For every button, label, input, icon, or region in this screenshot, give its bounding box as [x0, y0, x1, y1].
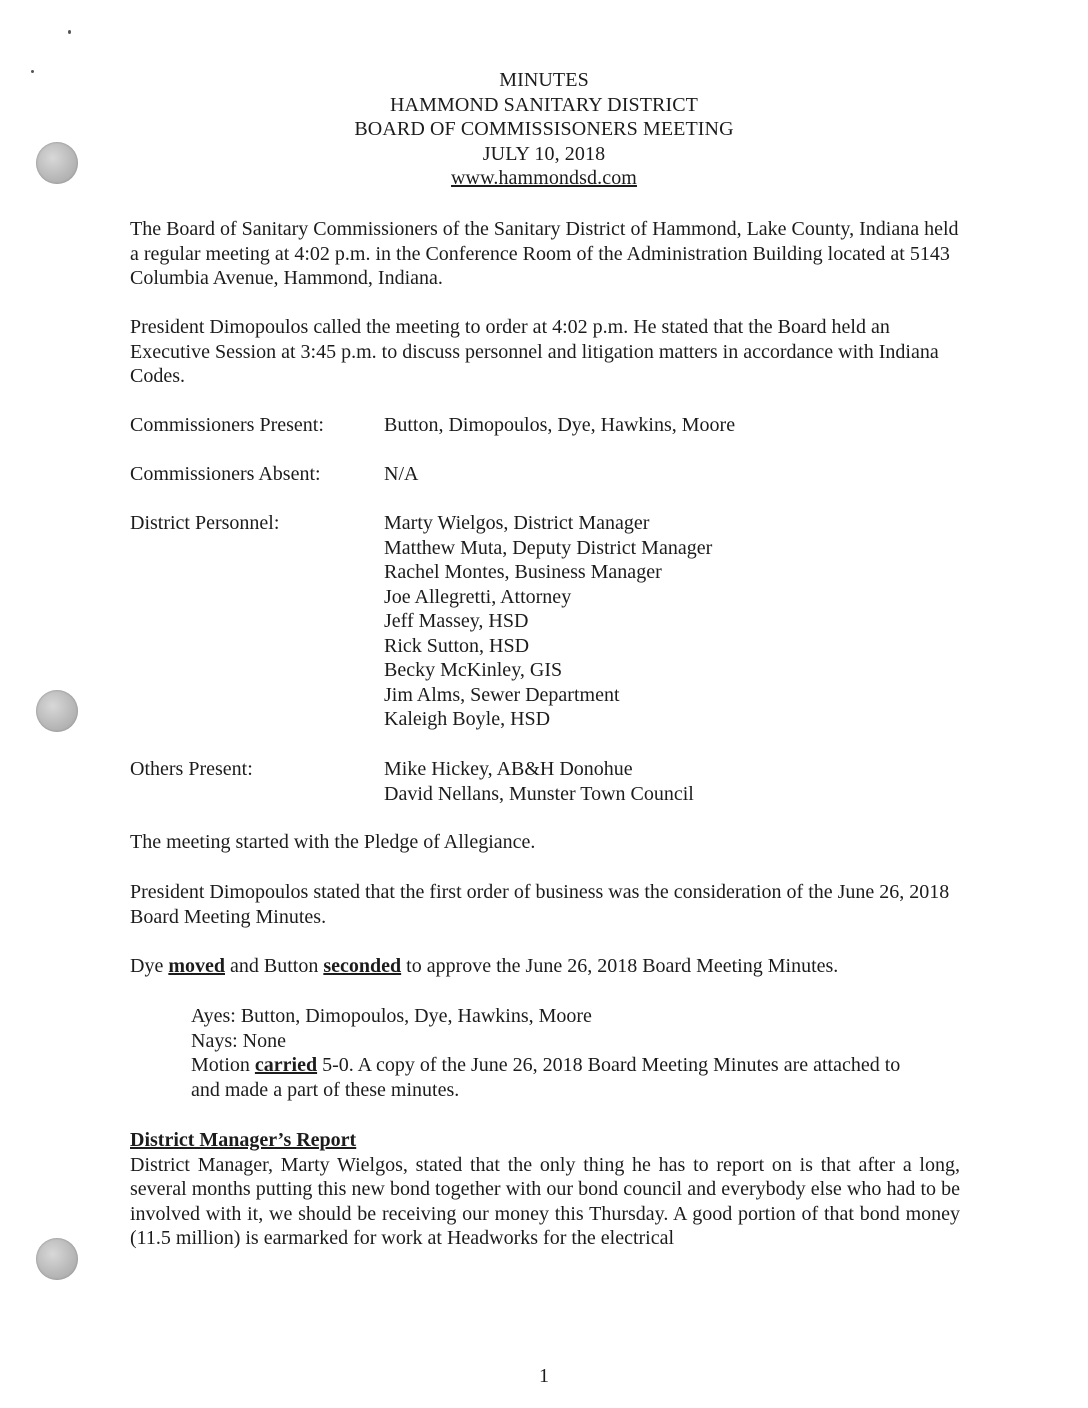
others-present-list [384, 757, 694, 806]
others-present-label: Others Present: [130, 758, 253, 780]
motion-text: to approve the June 26, 2018 Board Meeting Minutes. [406, 955, 839, 977]
header-title: MINUTES [499, 69, 589, 91]
punch-hole-middle [36, 690, 78, 732]
header-date: JULY 10, 2018 [482, 142, 606, 165]
list-item: Jeff Massey, HSD [384, 610, 529, 632]
seconded-word: seconded [323, 955, 402, 977]
list-item: Matthew Muta, Deputy District Manager [384, 536, 713, 559]
carried-word: carried [254, 1054, 318, 1076]
motion-seconder: and Button [230, 955, 319, 977]
list-item: Kaleigh Boyle, HSD [384, 708, 551, 730]
header-meeting: BOARD OF COMMISSISONERS MEETING [354, 118, 734, 140]
commissioners-absent-value: N/A [384, 463, 419, 485]
intro-paragraph: The Board of Sanitary Commissioners of the Sanitary District of Hammond, Lake County, Indiana held a regular meeting at 4:02 p.m. in the Conference Room of the Administration Building located at 5143 Columbia Avenue, Hammond, Indiana. [130, 218, 959, 289]
motion-paragraph [130, 954, 960, 979]
list-item: Jim Alms, Sewer Department [384, 683, 620, 706]
vote-ayes: Ayes: Button, Dimopoulos, Dye, Hawkins, Moore [191, 1005, 592, 1027]
document-header [0, 68, 1088, 191]
list-item: Becky McKinley, GIS [384, 659, 563, 681]
first-order-paragraph: President Dimopoulos stated that the first order of business was the consideration of the June 26, 2018 Board Meeting Minutes. [130, 881, 950, 928]
header-website-link[interactable]: www.hammondsd.com [451, 167, 637, 189]
district-manager-report [130, 1128, 960, 1251]
list-item: Mike Hickey, AB&H Donohue [384, 758, 633, 780]
commissioners-present-label: Commissioners Present: [130, 414, 324, 436]
report-section-title: District Manager’s Report [130, 1129, 357, 1151]
vote-result [191, 1053, 961, 1078]
motion-mover: Dye [130, 955, 164, 977]
report-body: District Manager, Marty Wielgos, stated that the only thing he has to report on is that after a long, several months putting this new bond together with our bond council and everybody else who had to be involved with it, we should be receiving our money this Thursday. A good portion of that bond money (11.5 million) is earmarked for work at Headworks for the electrical [130, 1153, 960, 1249]
vote-result-continued: and made a part of these minutes. [191, 1078, 460, 1101]
moved-word: moved [168, 955, 225, 977]
pledge-paragraph: The meeting started with the Pledge of Allegiance. [130, 831, 536, 853]
district-personnel-list [384, 511, 712, 732]
list-item: Joe Allegretti, Attorney [384, 585, 572, 608]
district-personnel-label: District Personnel: [130, 512, 280, 534]
page-number: 1 [539, 1365, 549, 1387]
vote-nays: Nays: None [191, 1029, 286, 1052]
motion-word: Motion [191, 1054, 250, 1076]
vote-result-text: 5-0. A copy of the June 26, 2018 Board Meeting Minutes are attached to [322, 1054, 901, 1076]
list-item: Marty Wielgos, District Manager [384, 512, 650, 534]
commissioners-absent-label: Commissioners Absent: [130, 463, 321, 485]
commissioners-present-value: Button, Dimopoulos, Dye, Hawkins, Moore [384, 414, 736, 436]
scan-speck [68, 30, 71, 34]
list-item: Rick Sutton, HSD [384, 634, 530, 657]
list-item: Rachel Montes, Business Manager [384, 561, 662, 583]
punch-hole-bottom [36, 1238, 78, 1280]
call-to-order-paragraph: President Dimopoulos called the meeting to order at 4:02 p.m. He stated that the Board held an Executive Session at 3:45 p.m. to discuss personnel and litigation matters in accordance with Indiana Codes. [130, 316, 939, 387]
vote-block [191, 1004, 961, 1102]
list-item: David Nellans, Munster Town Council [384, 782, 694, 805]
header-organization: HAMMOND SANITARY DISTRICT [390, 93, 698, 116]
